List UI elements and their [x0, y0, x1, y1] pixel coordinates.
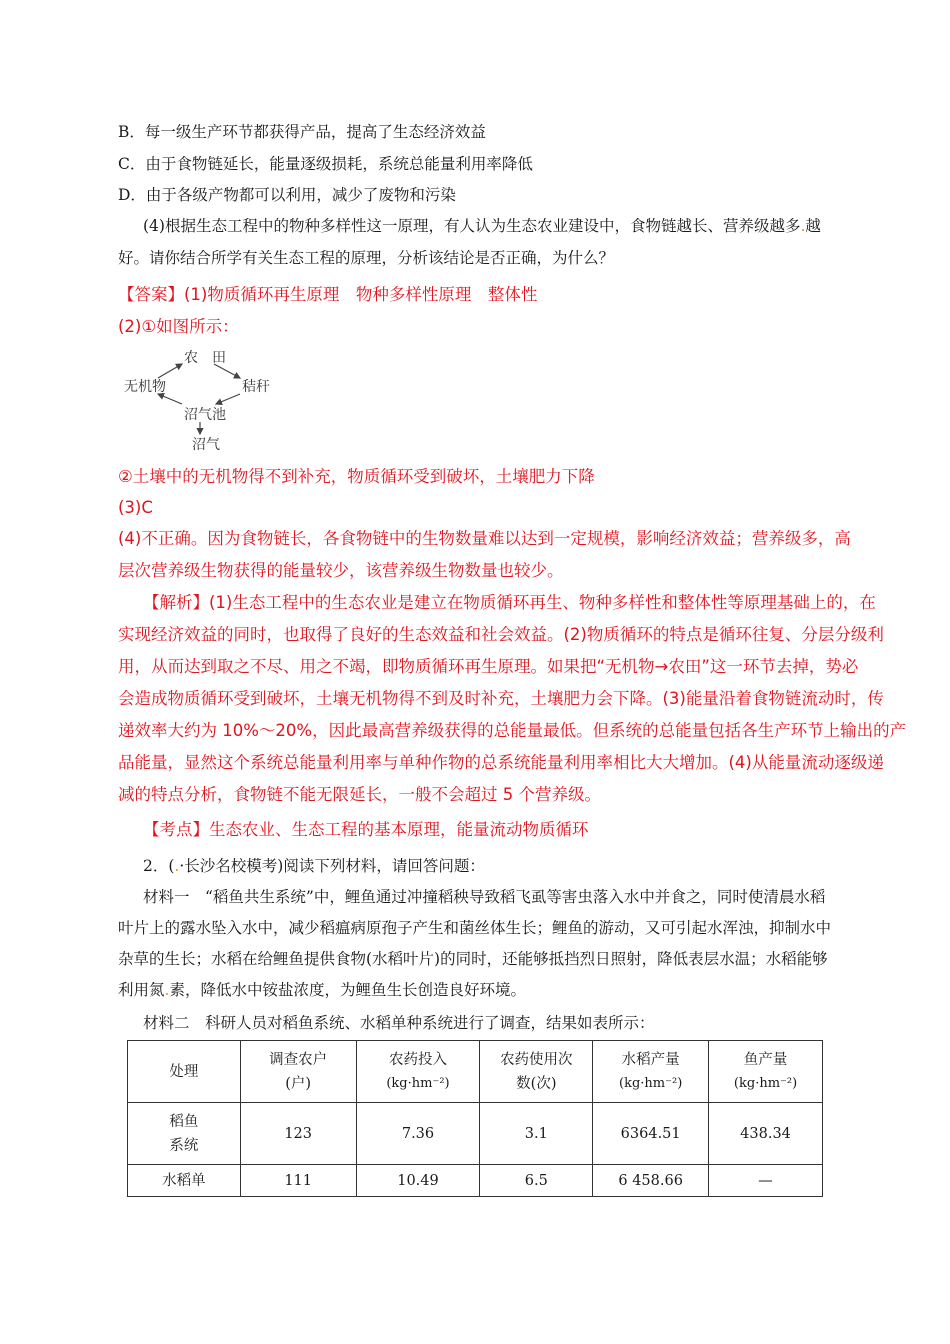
option-d: D．由于各级产物都可以利用，减少了废物和污染	[118, 186, 456, 204]
cell-times: 6.5	[480, 1165, 593, 1197]
cell-households: 111	[240, 1165, 356, 1197]
cell-households: 123	[240, 1103, 356, 1165]
analysis-line-2: 实现经济效益的同时，也取得了良好的生态效益和社会效益。(2)物质循环的特点是循环往复、分层分级利	[118, 625, 884, 644]
stray-dot: .	[174, 857, 180, 875]
survey-table	[127, 1040, 823, 1197]
cell-pesticide: 10.49	[356, 1165, 480, 1197]
arrow-straw-to-digester	[216, 394, 240, 404]
stray-dot-2: .	[164, 981, 170, 999]
material-1-line-1: 材料一 “稻鱼共生系统”中，鲤鱼通过冲撞稻秧导致稻飞虱等害虫落入水中并食之，同时使清晨水稻	[143, 888, 826, 906]
cell-name: 水稻单	[128, 1165, 241, 1197]
header-treatment: 处理	[128, 1041, 241, 1103]
question-2-title: 2．(.·长沙名校模考)阅读下列材料，请回答问题：	[143, 857, 485, 875]
node-biogas: 沼气	[192, 437, 220, 453]
analysis-line-6: 品能量，显然这个系统总能量利用率与单种作物的总系统能量利用率相比大大增加。(4)从能量流动逐级递	[118, 753, 884, 772]
table-row	[128, 1103, 823, 1165]
analysis-line-1: 【解析】(1)生态工程中的生态农业是建立在物质循环再生、物种多样性和整体性等原理基础上的，在	[143, 593, 876, 612]
kaodian: 【考点】生态农业、生态工程的基本原理，能量流动物质循环	[143, 820, 589, 839]
header-rice-yield: 水稻产量 (kg·hm⁻²)	[593, 1041, 709, 1103]
option-b: B．每一级生产环节都获得产品，提高了生态经济效益	[118, 123, 486, 141]
material-1-line-4: 利用氮.素，降低水中铵盐浓度，为鲤鱼生长创造良好环境。	[118, 981, 526, 999]
answer-line-6: 层次营养级生物获得的能量较少，该营养级生物数量也较少。	[118, 561, 564, 580]
node-digester: 沼气池	[184, 407, 226, 423]
header-households: 调查农户 (户)	[240, 1041, 356, 1103]
node-field: 农 田	[184, 350, 226, 366]
table-row	[128, 1165, 823, 1197]
analysis-line-4: 会造成物质循环受到破坏，土壤无机物得不到及时补充，土壤肥力会下降。(3)能量沿着食物链流动时，传	[118, 689, 884, 708]
analysis-line-5: 递效率大约为 10%～20%，因此最高营养级获得的总能量最低。但系统的总能量包括各生产环节上输出的产	[118, 721, 907, 740]
question-4-line-1: (4)根据生态工程中的物种多样性这一原理，有人认为生态农业建设中，食物链越长、营养级越多.越	[143, 217, 821, 235]
answer-line-3: ②土壤中的无机物得不到补充，物质循环受到破坏，土壤肥力下降	[118, 467, 595, 486]
stray-mark: .	[800, 217, 806, 235]
cell-rice: 6364.51	[593, 1103, 709, 1165]
material-1-line-3: 杂草的生长；水稻在给鲤鱼提供食物(水稻叶片)的同时，还能够抵挡烈日照射，降低表层水温；水稻能够	[118, 950, 828, 968]
material-cycle-diagram	[122, 342, 292, 452]
answer-line-1: 【答案】(1)物质循环再生原理 物种多样性原理 整体性	[118, 285, 538, 304]
material-1-line-2: 叶片上的露水坠入水中，减少稻瘟病原孢子产生和菌丝体生长；鲤鱼的游动，又可引起水浑浊，抑制水中	[118, 919, 832, 937]
answer-line-5: (4)不正确。因为食物链长，各食物链中的生物数量难以达到一定规模，影响经济效益；营养级多，高	[118, 529, 851, 548]
node-inorganic: 无机物	[124, 379, 166, 395]
analysis-line-7: 减的特点分析，食物链不能无限延长，一般不会超过 5 个营养级。	[118, 785, 601, 804]
material-2: 材料二 科研人员对稻鱼系统、水稻单种系统进行了调查，结果如表所示：	[143, 1014, 655, 1032]
cell-pesticide: 7.36	[356, 1103, 480, 1165]
cell-fish: —	[709, 1165, 823, 1197]
option-c: C．由于食物链延长，能量逐级损耗，系统总能量利用率降低	[118, 155, 533, 173]
question-4-line-2: 好。请你结合所学有关生态工程的原理，分析该结论是否正确，为什么？	[118, 249, 615, 267]
cell-rice: 6 458.66	[593, 1165, 709, 1197]
answer-line-4: (3)C	[118, 498, 153, 517]
header-pesticide: 农药投入 (kg·hm⁻²)	[356, 1041, 480, 1103]
answer-line-2: (2)①如图所示：	[118, 317, 239, 336]
node-straw: 秸秆	[242, 379, 270, 395]
cell-name: 稻鱼 系统	[128, 1103, 241, 1165]
header-fish-yield: 鱼产量 (kg·hm⁻²)	[709, 1041, 823, 1103]
cell-fish: 438.34	[709, 1103, 823, 1165]
header-times: 农药使用次 数(次)	[480, 1041, 593, 1103]
table-header-row	[128, 1041, 823, 1103]
cell-times: 3.1	[480, 1103, 593, 1165]
analysis-line-3: 用，从而达到取之不尽、用之不竭，即物质循环再生原理。如果把“无机物→农田”这一环节去掉，势必	[118, 657, 859, 676]
